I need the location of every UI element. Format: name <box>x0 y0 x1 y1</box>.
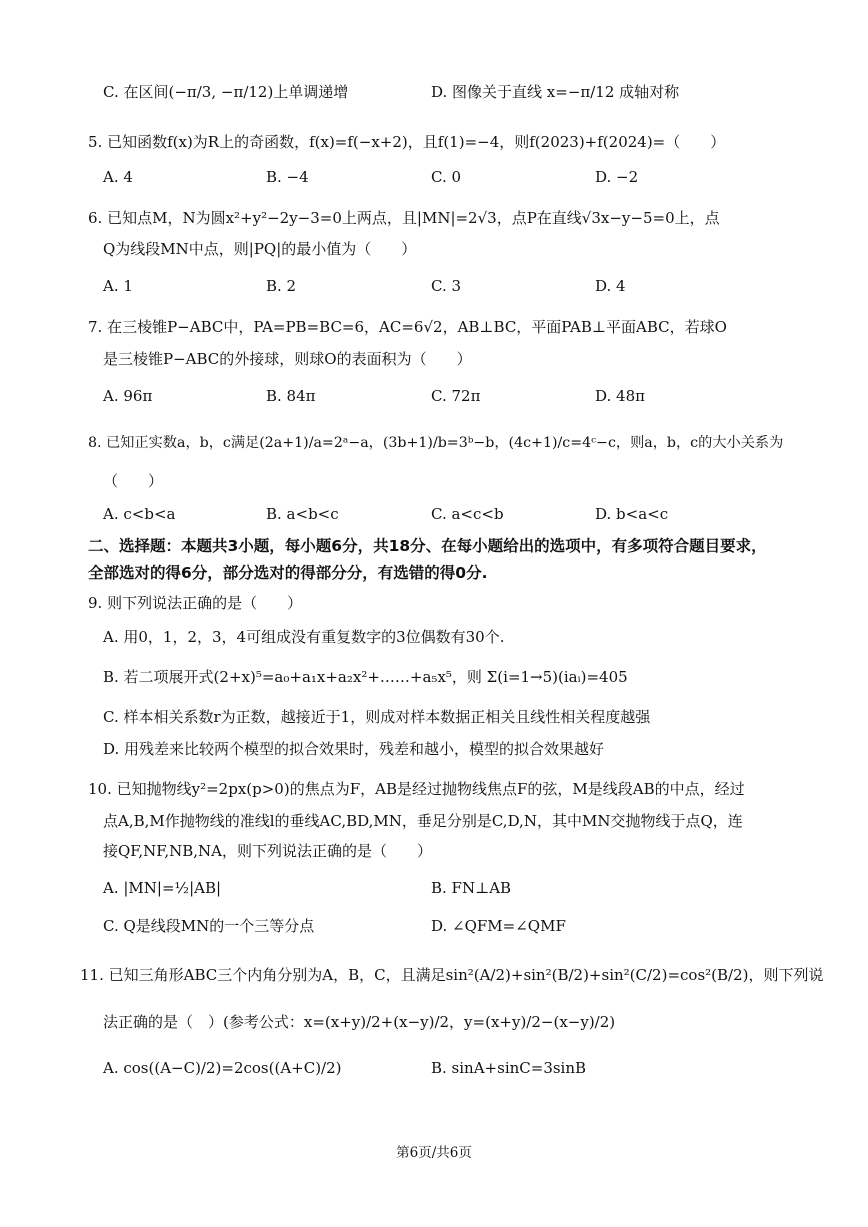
page-footer: 第6页/共6页 <box>396 1145 472 1161</box>
q11-option-b: B. sinA+sinC=3sinB <box>431 1059 587 1077</box>
q7-option-b: B. 84π <box>266 387 316 405</box>
q11-stem-line2: 法正确的是（ ）(参考公式：x=(x+y)/2+(x−y)/2，y=(x+y)/2−(x−y)/2) <box>103 1013 616 1031</box>
q8-option-a: A. c<b<a <box>103 505 176 523</box>
q8-stem-line2: （ ） <box>103 472 164 490</box>
q6-option-b: B. 2 <box>266 277 297 295</box>
q10-option-c: C. Q是线段MN的一个三等分点 <box>103 917 315 935</box>
q8-option-d: D. b<a<c <box>595 505 669 523</box>
q9-stem: 9. 则下列说法正确的是（ ） <box>88 594 303 612</box>
section2-heading-line2: 全部选对的得6分，部分选对的得部分分，有选错的得0分. <box>88 564 488 582</box>
q10-option-b: B. FN⊥AB <box>431 879 512 897</box>
q10-stem-line2: 点A,B,M作抛物线的准线l的垂线AC,BD,MN，垂足分别是C,D,N，其中MN交抛物线于点Q，连 <box>103 812 743 830</box>
q9-option-a: A. 用0，1，2，3，4可组成没有重复数字的3位偶数有30个. <box>103 628 505 646</box>
q11-option-a: A. cos((A−C)/2)=2cos((A+C)/2) <box>103 1059 342 1077</box>
q6-option-c: C. 3 <box>431 277 462 295</box>
q4-option-d: D. 图像关于直线 x=−π/12 成轴对称 <box>431 83 680 101</box>
q5-option-d: D. −2 <box>595 168 639 186</box>
q6-option-d: D. 4 <box>595 277 626 295</box>
q10-option-a: A. |MN|=½|AB| <box>103 879 222 897</box>
q5-option-b: B. −4 <box>266 168 309 186</box>
q7-option-c: C. 72π <box>431 387 481 405</box>
q8-option-c: C. a<c<b <box>431 505 504 523</box>
q8-option-b: B. a<b<c <box>266 505 339 523</box>
q9-option-b: B. 若二项展开式(2+x)⁵=a₀+a₁x+a₂x²+……+a₅x⁵，则 Σ(i=1→5)(iaᵢ)=405 <box>103 668 628 686</box>
q6-stem-line1: 6. 已知点M，N为圆x²+y²−2y−3=0上两点，且|MN|=2√3，点P在直线√3x−y−5=0上，点 <box>88 209 720 227</box>
q6-option-a: A. 1 <box>103 277 133 295</box>
q8-stem-line1: 8. 已知正实数a，b，c满足(2a+1)/a=2ᵃ−a，(3b+1)/b=3ᵇ−b，(4c+1)/c=4ᶜ−c，则a，b，c的大小关系为 <box>88 435 784 451</box>
q6-stem-line2: Q为线段MN中点，则|PQ|的最小值为（ ） <box>103 240 417 258</box>
q7-stem-line1: 7. 在三棱锥P−ABC中，PA=PB=BC=6，AC=6√2，AB⊥BC，平面PAB⊥平面ABC，若球O <box>88 318 727 336</box>
q7-option-d: D. 48π <box>595 387 645 405</box>
q10-option-d: D. ∠QFM=∠QMF <box>431 917 566 935</box>
q5-option-c: C. 0 <box>431 168 462 186</box>
q7-option-a: A. 96π <box>103 387 153 405</box>
q10-stem-line1: 10. 已知抛物线y²=2px(p>0)的焦点为F，AB是经过抛物线焦点F的弦，M是线段AB的中点，经过 <box>88 780 745 798</box>
q9-option-d: D. 用残差来比较两个模型的拟合效果时，残差和越小，模型的拟合效果越好 <box>103 740 605 758</box>
q11-stem-line1: 11. 已知三角形ABC三个内角分别为A，B，C，且满足sin²(A/2)+sin²(B/2)+sin²(C/2)=cos²(B/2)，则下列说 <box>80 966 824 984</box>
q10-stem-line3: 接QF,NF,NB,NA，则下列说法正确的是（ ） <box>103 842 432 860</box>
section2-heading-line1: 二、选择题：本题共3小题，每小题6分，共18分、在每小题给出的选项中，有多项符合题目要求， <box>88 537 767 555</box>
q4-option-c: C. 在区间(−π/3, −π/12)上单调递增 <box>103 83 349 101</box>
q9-option-c: C. 样本相关系数r为正数，越接近于1，则成对样本数据正相关且线性相关程度越强 <box>103 708 651 726</box>
q5-stem: 5. 已知函数f(x)为R上的奇函数，f(x)=f(−x+2)，且f(1)=−4，则f(2023)+f(2024)=（ ） <box>88 133 726 151</box>
q7-stem-line2: 是三棱锥P−ABC的外接球，则球O的表面积为（ ） <box>103 350 472 368</box>
q5-option-a: A. 4 <box>103 168 133 186</box>
